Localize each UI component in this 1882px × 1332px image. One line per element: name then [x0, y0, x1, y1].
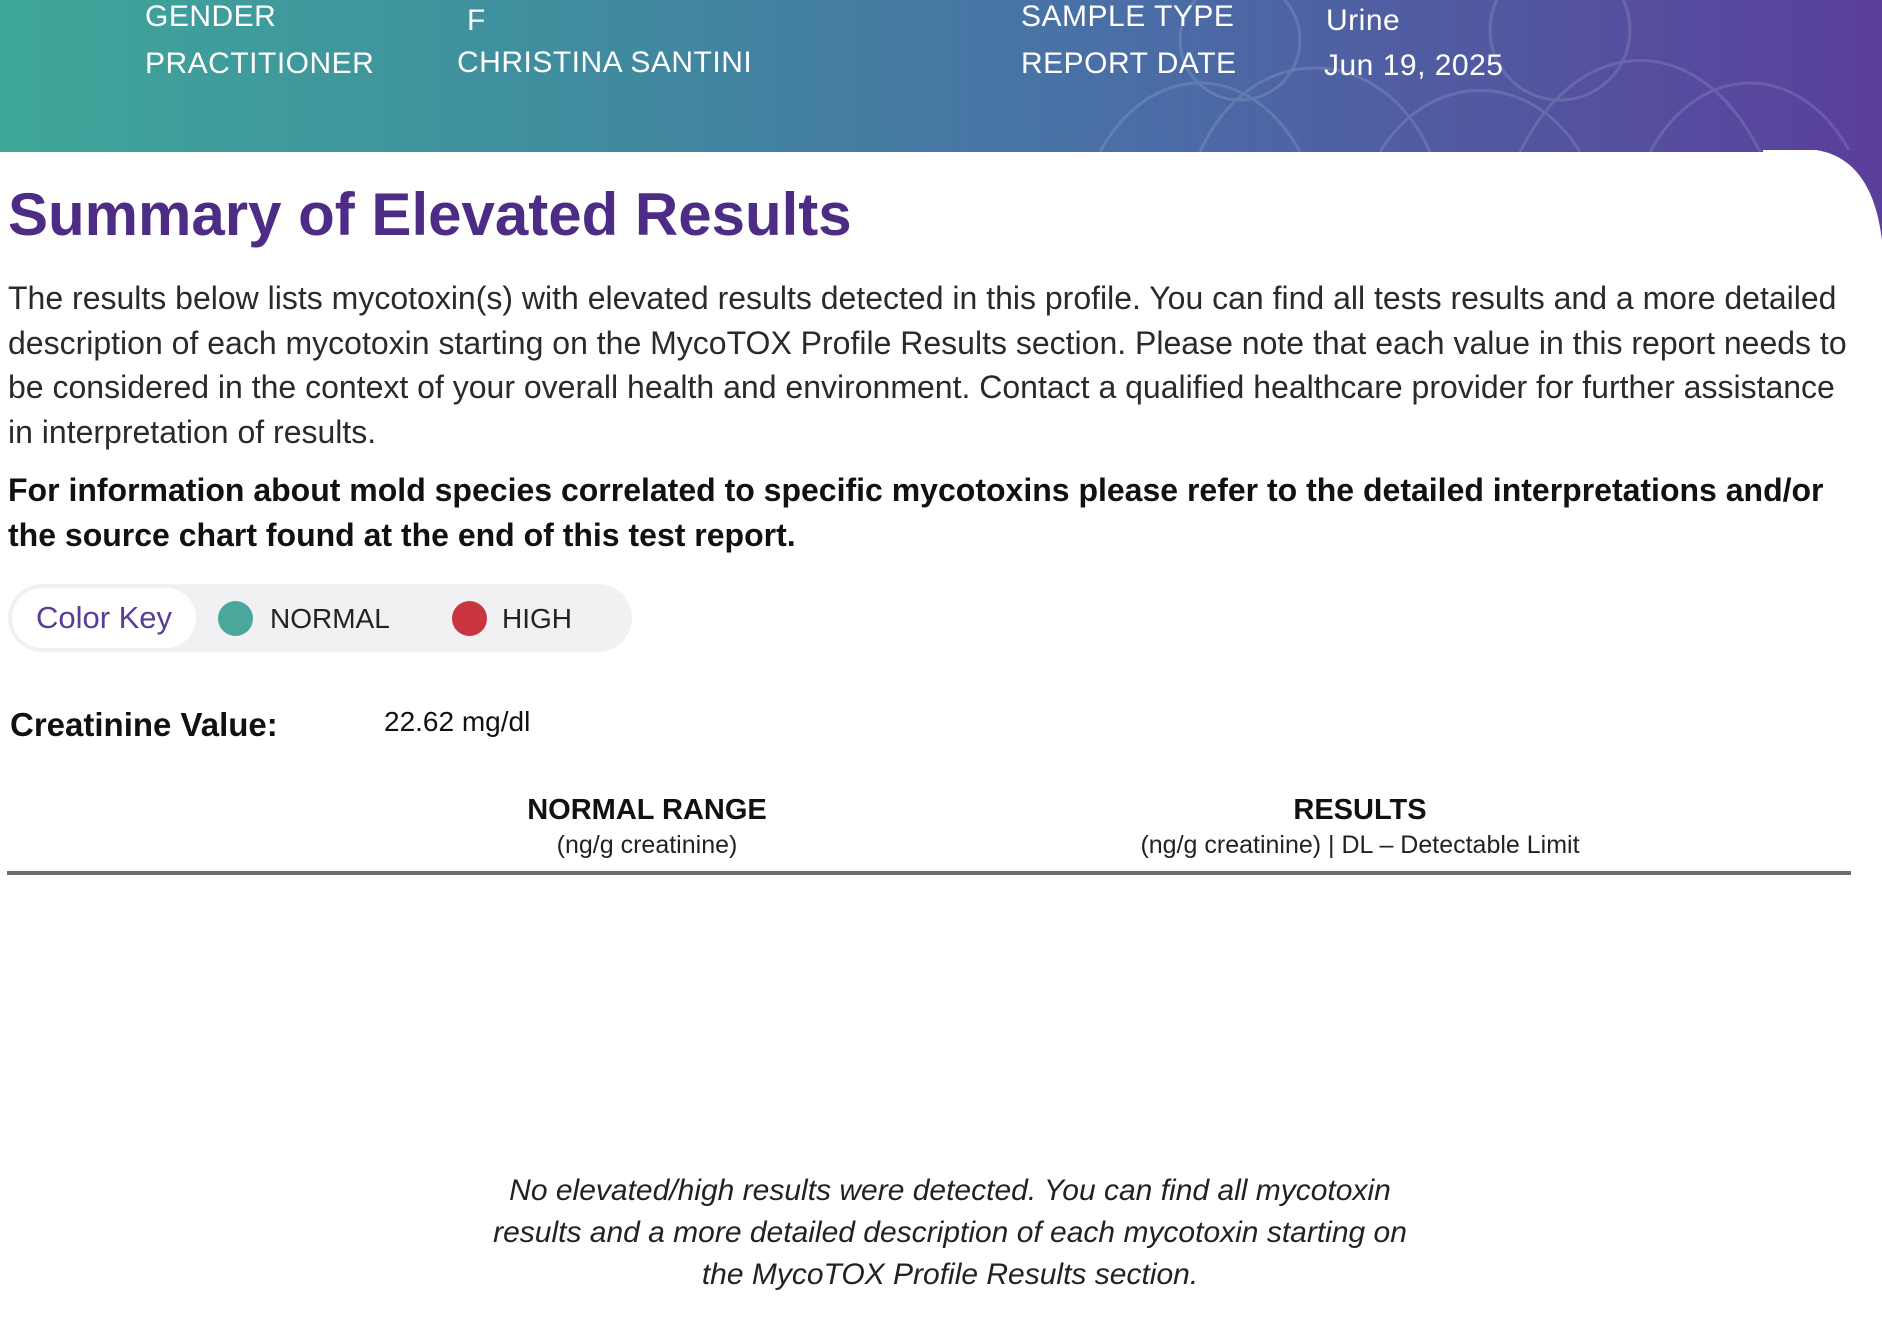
- gender-label: GENDER: [145, 0, 277, 33]
- no-elevated-results-message: No elevated/high results were detected. You can find all mycotoxin results and a more detailed description of each mycotoxin starting on the MycoTOX Profile Results section.: [493, 1174, 1407, 1291]
- patient-info-header: [0, 0, 1882, 152]
- normal-range-title: NORMAL RANGE: [527, 794, 767, 826]
- report-date-value: Jun 19, 2025: [1324, 49, 1504, 82]
- results-title: RESULTS: [1293, 794, 1427, 826]
- normal-range-unit: (ng/g creatinine): [556, 831, 738, 859]
- creatinine-label: Creatinine Value:: [10, 706, 278, 743]
- results-unit: (ng/g creatinine) | DL – Detectable Limit: [1140, 831, 1580, 859]
- normal-dot-icon: [218, 601, 253, 636]
- color-key-normal-label: NORMAL: [270, 603, 390, 634]
- normal-range-column-header: [497, 792, 797, 862]
- gender-value: F: [467, 4, 486, 37]
- high-dot-icon: [452, 601, 487, 636]
- page-title: Summary of Elevated Results: [8, 181, 852, 248]
- results-column-header: [1100, 792, 1620, 862]
- color-key-high-label: HIGH: [502, 603, 572, 634]
- mold-species-note: For information about mold species correlated to specific mycotoxins please refer to the detailed interpretations and/or the source chart found at the end of this test report.: [8, 472, 1824, 553]
- sample-type-label: SAMPLE TYPE: [1021, 0, 1235, 33]
- table-header-divider: [7, 871, 1851, 875]
- creatinine-value: 22.62 mg/dl: [384, 706, 531, 737]
- practitioner-value: CHRISTINA SANTINI: [457, 46, 753, 79]
- sample-type-value: Urine: [1326, 4, 1401, 37]
- practitioner-label: PRACTITIONER: [145, 47, 375, 80]
- report-date-label: REPORT DATE: [1021, 47, 1237, 80]
- color-key-title: Color Key: [12, 588, 196, 648]
- header-corner-curve: [1816, 150, 1882, 240]
- color-key: [8, 584, 632, 652]
- intro-paragraph: The results below lists mycotoxin(s) with elevated results detected in this profile. You can find all tests results and a more detailed description of each mycotoxin starting on the MycoTOX Profile Results section. Please note that each value in this report needs to be considered in the context of your overall health and environment. Contact a qualified healthcare provider for further assistance in interpretation of results.: [8, 280, 1847, 450]
